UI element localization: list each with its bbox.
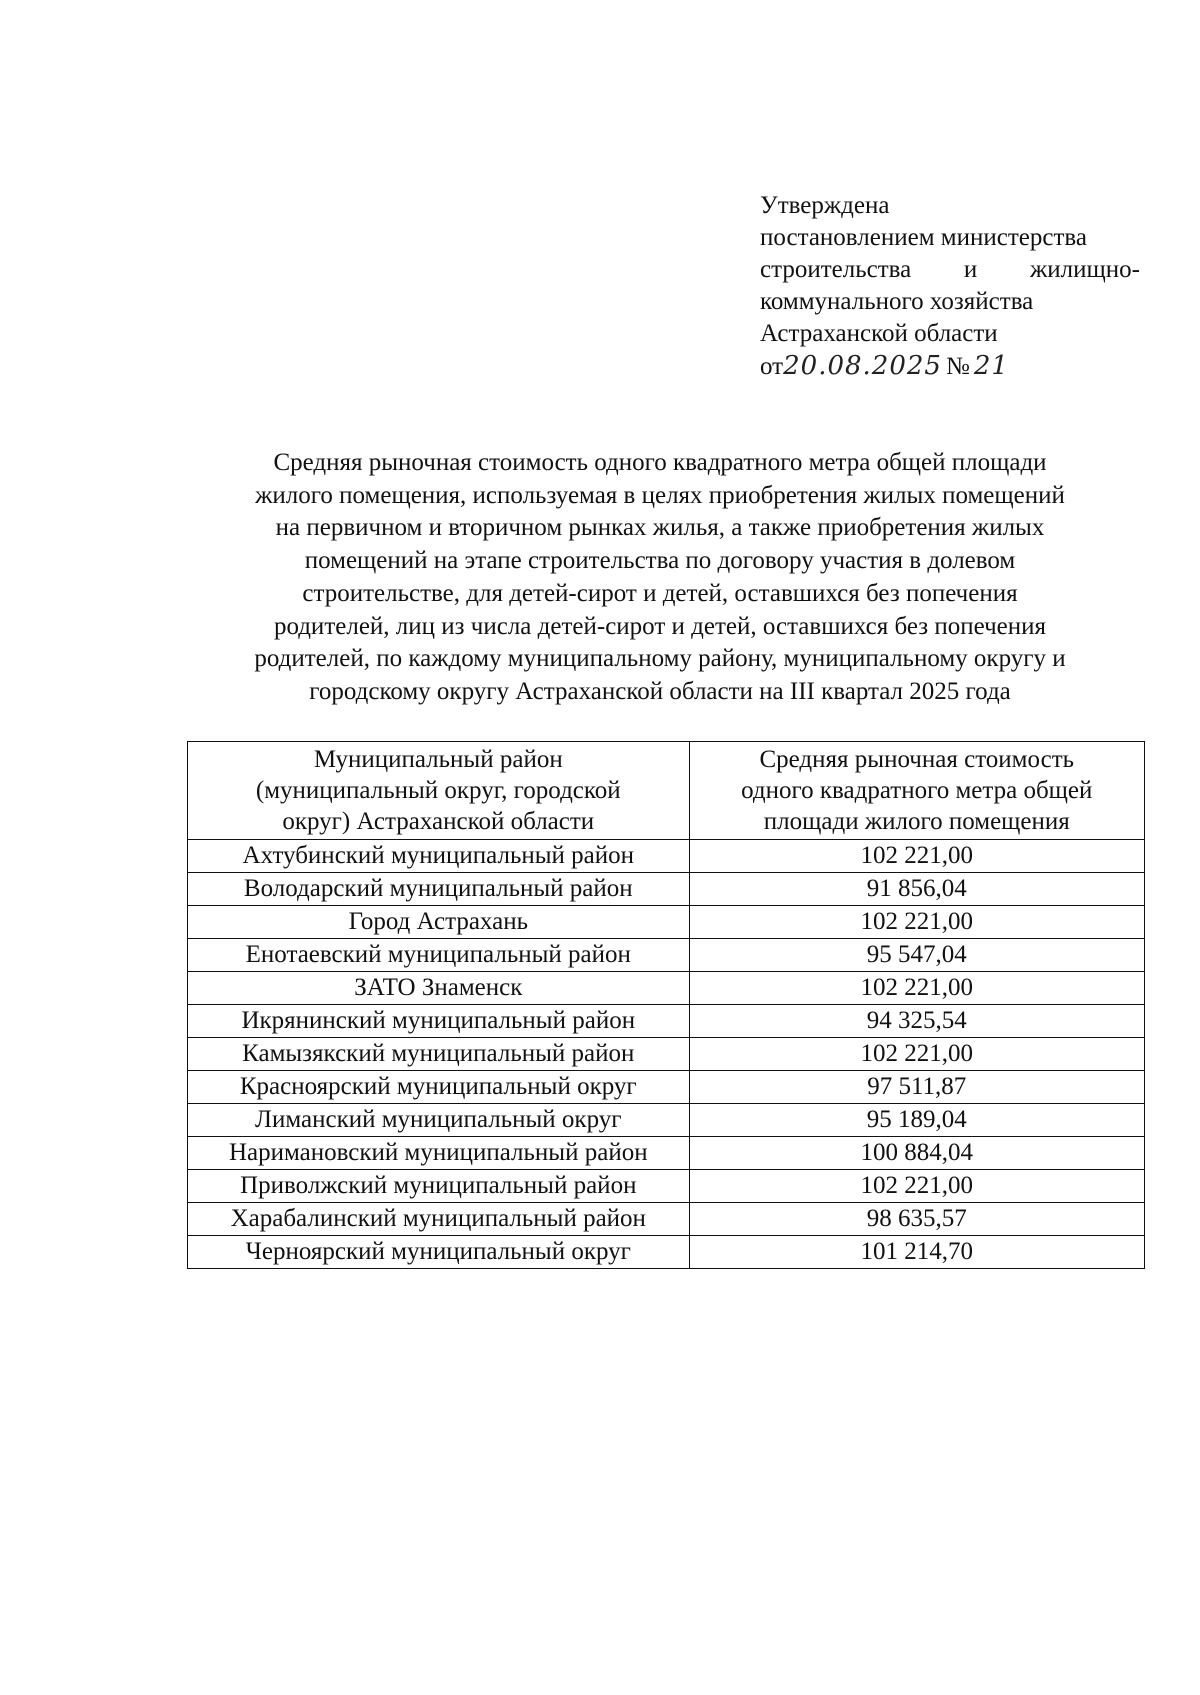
price-cell: 102 221,00 <box>689 972 1144 1005</box>
table-row <box>188 1170 1145 1203</box>
table-header-row <box>188 742 1145 840</box>
title-line: Средняя рыночная стоимость одного квадратного метра общей площади <box>273 449 1047 476</box>
municipality-cell: Приволжский муниципальный район <box>188 1170 690 1203</box>
table-row <box>188 939 1145 972</box>
title-line: городскому округу Астраханской области на III квартал 2025 года <box>309 677 1011 705</box>
header-line: (муниципальный округ, городской <box>255 777 621 804</box>
municipality-cell: Наримановский муниципальный район <box>188 1137 690 1170</box>
approval-line: постановлением министерства <box>760 224 1087 251</box>
header-line: Муниципальный район <box>313 746 563 773</box>
municipality-cell: Икрянинский муниципальный район <box>188 1005 690 1038</box>
approval-block <box>760 190 1140 383</box>
title-line: жилого помещения, используемая в целях приобретения жилых помещений <box>255 481 1065 509</box>
price-cell: 94 325,54 <box>689 1005 1144 1038</box>
price-cell: 101 214,70 <box>689 1236 1144 1269</box>
title-line: родителей, по каждому муниципальному району, муниципальному округу и <box>254 645 1066 673</box>
header-price <box>689 742 1144 840</box>
price-cell: 102 221,00 <box>689 840 1144 873</box>
price-cell: 95 189,04 <box>689 1104 1144 1137</box>
price-cell: 95 547,04 <box>689 939 1144 972</box>
title-line: на первичном и вторичном рынках жилья, а также приобретения жилых <box>275 514 1045 542</box>
table-row <box>188 1203 1145 1236</box>
table-row <box>188 972 1145 1005</box>
table-row <box>188 873 1145 906</box>
title-line: родителей, лиц из числа детей-сирот и детей, оставшихся без попечения <box>273 612 1047 640</box>
table-row <box>188 1038 1145 1071</box>
table-row <box>188 1005 1145 1038</box>
header-line: одного квадратного метра общей <box>741 777 1093 804</box>
approval-word: и <box>963 256 978 283</box>
approval-line: Утверждена <box>760 192 890 219</box>
municipality-cell: Володарский муниципальный район <box>188 873 690 906</box>
municipality-cell: Черноярский муниципальный округ <box>188 1236 690 1269</box>
municipality-cell: ЗАТО Знаменск <box>188 972 690 1005</box>
approval-word: жилищно- <box>1030 256 1140 283</box>
municipality-cell: Харабалинский муниципальный район <box>188 1203 690 1236</box>
price-cell: 102 221,00 <box>689 1038 1144 1071</box>
table-row <box>188 1137 1145 1170</box>
table-row <box>188 1236 1145 1269</box>
price-table <box>187 741 1145 1269</box>
table-row <box>188 1104 1145 1137</box>
approval-line: Астраханской области <box>760 320 998 347</box>
price-cell: 102 221,00 <box>689 1170 1144 1203</box>
approval-word: строительства <box>760 256 912 283</box>
handwritten-date: 20.08.2025 <box>783 351 942 381</box>
title-line: помещений на этапе строительства по договору участия в долевом <box>304 547 1016 575</box>
municipality-cell: Ахтубинский муниципальный район <box>188 840 690 873</box>
municipality-cell: Красноярский муниципальный округ <box>188 1071 690 1104</box>
price-cell: 91 856,04 <box>689 873 1144 906</box>
municipality-cell: Лиманский муниципальный округ <box>188 1104 690 1137</box>
approval-line: коммунального хозяйства <box>760 288 1034 315</box>
approval-line-justified <box>760 254 1140 286</box>
price-cell: 98 635,57 <box>689 1203 1144 1236</box>
price-cell: 97 511,87 <box>689 1071 1144 1104</box>
price-cell: 102 221,00 <box>689 906 1144 939</box>
header-municipality <box>188 742 690 840</box>
municipality-cell: Город Астрахань <box>188 906 690 939</box>
price-cell: 100 884,04 <box>689 1137 1144 1170</box>
table-row <box>188 906 1145 939</box>
table-row <box>188 1071 1145 1104</box>
document-title <box>195 447 1125 709</box>
header-line: Средняя рыночная стоимость <box>759 746 1075 773</box>
header-line: округ) Астраханской области <box>282 808 595 835</box>
approval-date-line <box>760 350 1140 383</box>
title-line: строительстве, для детей-сирот и детей, оставшихся без попечения <box>302 579 1018 607</box>
header-line: площади жилого помещения <box>763 808 1070 835</box>
number-sign: № <box>945 353 970 380</box>
date-prefix: от <box>760 353 784 380</box>
table-row <box>188 840 1145 873</box>
municipality-cell: Камызякский муниципальный район <box>188 1038 690 1071</box>
municipality-cell: Енотаевский муниципальный район <box>188 939 690 972</box>
handwritten-number: 21 <box>973 351 1009 381</box>
